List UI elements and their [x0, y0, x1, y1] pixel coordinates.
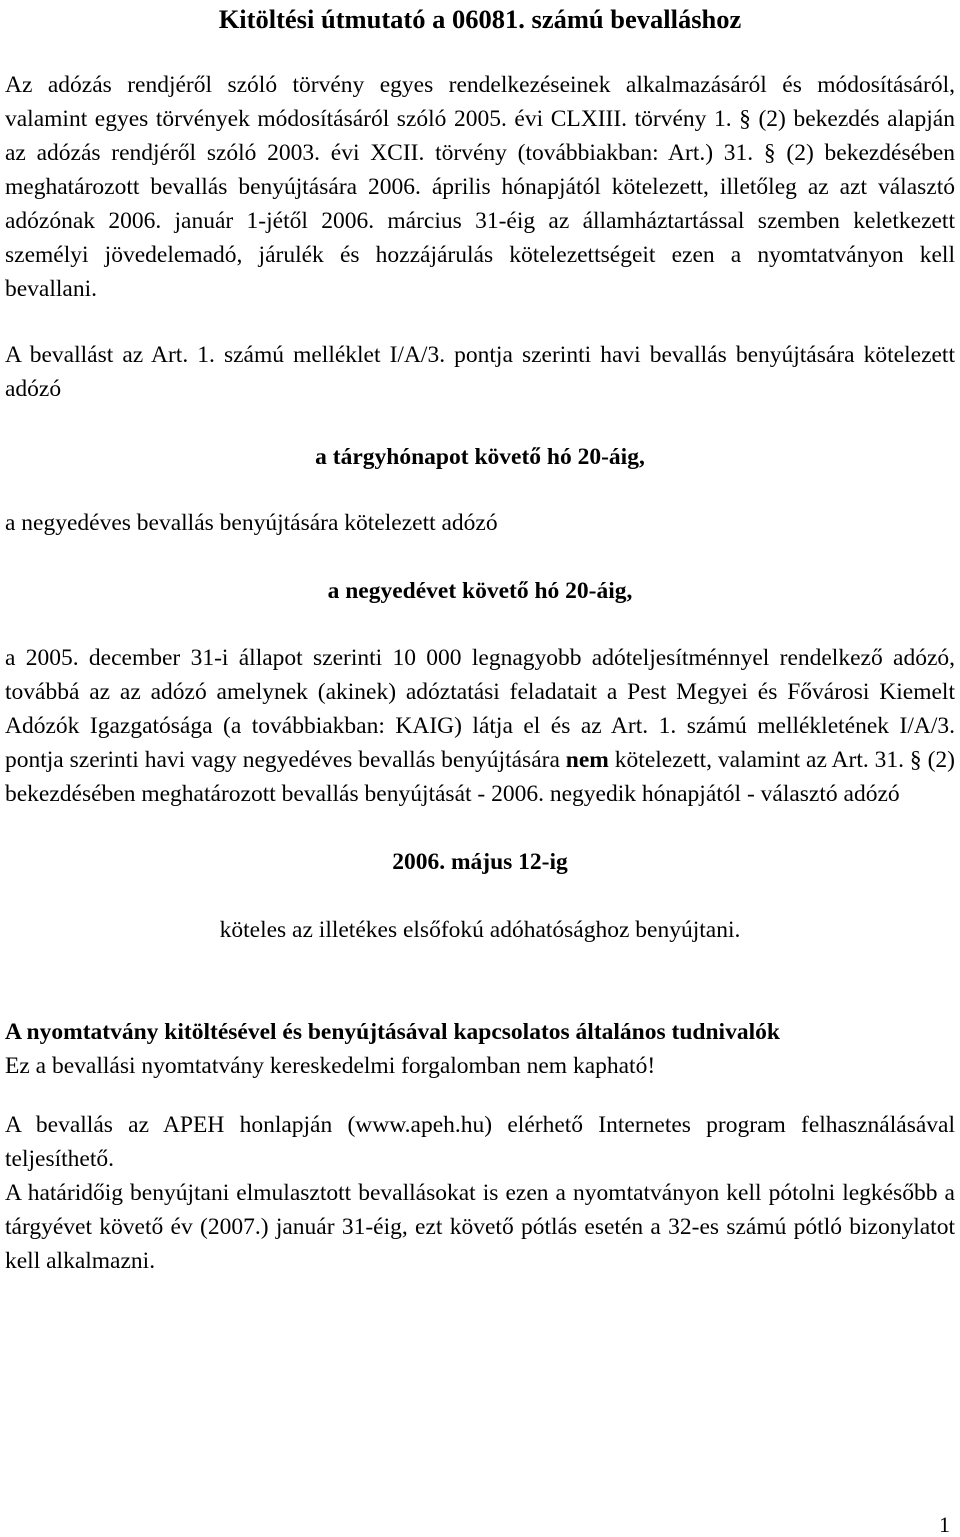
page-title: Kitöltési útmutató a 06081. számú bevalláshoz: [218, 4, 742, 34]
monthly-deadline: a tárgyhónapot követő hó 20-áig,: [315, 444, 645, 470]
intro-paragraph: Az adózás rendjéről szóló törvény egyes rendelkezéseinek alkalmazásáról és módosításáról, valamint egyes törvények módosításáról szóló 2005. évi CLXIII. törvény 1. § (2) bekezdés alapján az adózás rendjéről szóló 2003. évi XCII. törvény (továbbiakban: Art.) 31. § (2) bekezdésében meghatározott bevallás benyújtására 2006. április hónapjától kötelezett, illetőleg az azt választó adózónak 2006. január 1-jétől 2006. március 31-éig az államháztartással szemben keletkezett személyi jövedelemadó, járulék és hozzájárulás kötelezettségeit ezen a nyomtatványon kell bevallani.: [5, 72, 955, 302]
page-number: 1: [939, 1512, 950, 1537]
late-filing-paragraph: A határidőig benyújtani elmulasztott bevallásokat is ezen a nyomtatványon kell pótolni legkésőbb a tárgyévet követő év (2007.) január 31-éig, ezt követő pótlás esetén a 32-es számú pótló bizonylatot kell alkalmazni.: [5, 1180, 955, 1274]
large-taxpayer-paragraph: [5, 641, 955, 811]
online-program-paragraph: A bevallás az APEH honlapján (www.apeh.hu) elérhető Internetes program felhasználásával teljesíthető.: [5, 1112, 955, 1172]
submission-paragraph: köteles az illetékes elsőfokú adóhatósághoz benyújtani.: [219, 917, 741, 943]
may-deadline: 2006. május 12-ig: [392, 849, 568, 875]
quarterly-deadline: a negyedévet követő hó 20-áig,: [327, 578, 633, 604]
quarterly-filer-paragraph: a negyedéves bevallás benyújtására kötelezett adózó: [5, 510, 498, 536]
emphasis-nem: nem: [565, 747, 609, 773]
large-taxpayer-text-1: a 2005. december 31-i állapot szerinti 10 000 legnagyobb adóteljesítménnyel rendelkező adózó, továbbá az az adózó amelynek (akinek) adóztatási feladatait a Pest Megyei és Fővárosi Kiemelt Adózók Igazgatósága (a továbbiakban: KAIG) látja el és az Art. 1. számú mellékletének I/A/3. pontja szerinti havi vagy negyedéves bevallás benyújtására: [5, 645, 955, 773]
document-page: [5, 0, 955, 1278]
availability-paragraph: Ez a bevallási nyomtatvány kereskedelmi forgalomban nem kapható!: [5, 1053, 656, 1079]
large-taxpayer-text-2: kötelezett, valamint az Art. 31. § (2) bekezdésében meghatározott bevallás benyújtását - 2006. negyedik hónapjától - választó adózó: [5, 747, 955, 807]
section-heading: A nyomtatvány kitöltésével és benyújtásával kapcsolatos általános tudnivalók: [5, 1019, 780, 1045]
monthly-filer-paragraph: A bevallást az Art. 1. számú melléklet I/A/3. pontja szerinti havi bevallás benyújtására kötelezett adózó: [5, 342, 955, 402]
